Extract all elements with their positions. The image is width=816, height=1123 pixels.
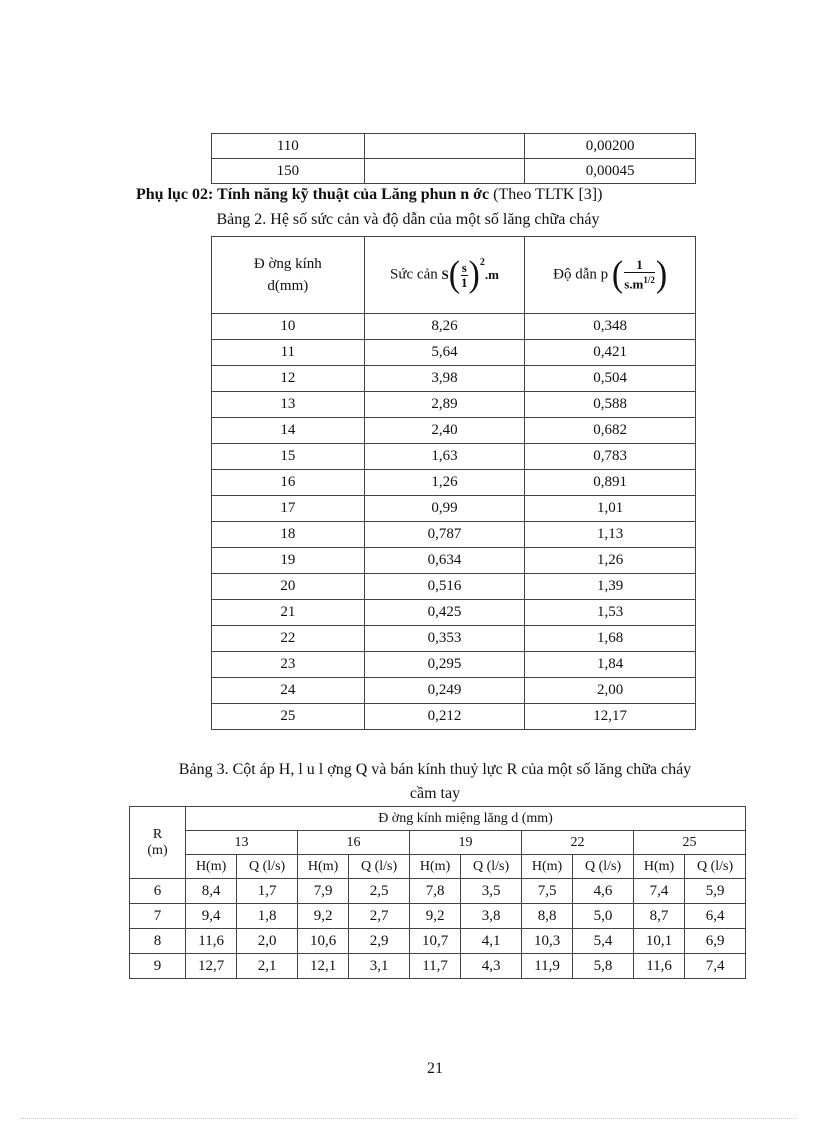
table-cell: 1,7: [237, 879, 298, 904]
table-3-body: [130, 879, 746, 979]
header-conductance: Độ dẫn p ( $\frac{1}{s.m^{1/2}}$ ): [525, 237, 696, 314]
table-cell: 8: [130, 929, 186, 954]
table-header-row: [130, 807, 746, 831]
table-cell: 1,84: [525, 652, 696, 678]
table-cell: 0,00200: [525, 134, 696, 159]
header-pressure: H(m): [633, 855, 684, 879]
table-cell: 2,1: [237, 954, 298, 979]
table-cell: 0,891: [525, 470, 696, 496]
header-diameter: 19: [409, 831, 521, 855]
table-row: [212, 496, 696, 522]
header-pressure: H(m): [297, 855, 348, 879]
table-row: [130, 904, 746, 929]
table-3-caption: Bảng 3. Cột áp H, l u l ợng Q và bán kính thuỷ lực R của một số lăng chữa cháy cầm tay: [178, 761, 692, 802]
table-row: [212, 652, 696, 678]
table-row: [212, 678, 696, 704]
table-cell: 17: [212, 496, 365, 522]
header-diameter-group: Đ ờng kính miệng lăng d (mm): [186, 807, 746, 831]
header-radius: R (m): [130, 807, 186, 879]
table-cell: 4,3: [461, 954, 522, 979]
table-row: [212, 626, 696, 652]
table-cell: 10: [212, 314, 365, 340]
table-1-continuation: [211, 133, 696, 184]
table-cell: 6,9: [685, 929, 746, 954]
table-cell: [364, 159, 525, 184]
header-diameter: 16: [297, 831, 409, 855]
table-cell: 9,4: [186, 904, 237, 929]
table-cell: 10,7: [409, 929, 460, 954]
table-cell: 5,4: [573, 929, 634, 954]
table-cell: 0,682: [525, 418, 696, 444]
table-cell: 12,17: [525, 704, 696, 730]
table-cell: 150: [212, 159, 365, 184]
table-cell: 11,9: [521, 954, 572, 979]
header-flow: Q (l/s): [349, 855, 410, 879]
table-2-caption: Bảng 2. Hệ số sức cản và độ dẫn của một số lăng chữa cháy: [216, 211, 600, 228]
table-cell: 24: [212, 678, 365, 704]
footer-divider: [20, 1118, 796, 1119]
table-cell: 23: [212, 652, 365, 678]
header-diameter: Đ ờng kính d(mm): [212, 237, 365, 314]
table-row: [212, 470, 696, 496]
table-2-nozzle-resistance: [211, 236, 696, 730]
table-row: [212, 444, 696, 470]
table-cell: 8,26: [364, 314, 525, 340]
table-cell: 11,6: [186, 929, 237, 954]
table-cell: 10,1: [633, 929, 684, 954]
table-cell: 2,40: [364, 418, 525, 444]
table-cell: 8,7: [633, 904, 684, 929]
table-cell: 0,787: [364, 522, 525, 548]
table-cell: 1,63: [364, 444, 525, 470]
appendix-reference: (Theo TLTK [3]): [489, 186, 603, 203]
table-cell: 0,421: [525, 340, 696, 366]
table-cell: 3,5: [461, 879, 522, 904]
table-cell: 5,0: [573, 904, 634, 929]
table-cell: 9,2: [297, 904, 348, 929]
table-cell: 12: [212, 366, 365, 392]
table-row: [212, 600, 696, 626]
table-cell: 7,5: [521, 879, 572, 904]
table-cell: 7,9: [297, 879, 348, 904]
table-cell: 2,9: [349, 929, 410, 954]
table-cell: 11,6: [633, 954, 684, 979]
table-cell: 14: [212, 418, 365, 444]
table-cell: 7,8: [409, 879, 460, 904]
table-2-body: [212, 314, 696, 730]
table-cell: 1,13: [525, 522, 696, 548]
table-cell: 2,7: [349, 904, 410, 929]
table-cell: 13: [212, 392, 365, 418]
table-cell: 0,353: [364, 626, 525, 652]
table-cell: 2,5: [349, 879, 410, 904]
table-cell: 11,7: [409, 954, 460, 979]
table-cell: 12,1: [297, 954, 348, 979]
table-cell: 7: [130, 904, 186, 929]
table-header-row: [130, 855, 746, 879]
table-cell: 7,4: [633, 879, 684, 904]
header-diameter: 13: [186, 831, 298, 855]
table-cell: 25: [212, 704, 365, 730]
table-cell: 0,588: [525, 392, 696, 418]
appendix-heading: [136, 186, 602, 204]
table-cell: 3,98: [364, 366, 525, 392]
table-cell: 21: [212, 600, 365, 626]
table-cell: 3,8: [461, 904, 522, 929]
table-cell: 18: [212, 522, 365, 548]
table-3-handheld-nozzles: [129, 806, 746, 979]
header-diameter: 22: [521, 831, 633, 855]
table-row: [212, 159, 696, 184]
table-cell: 0,634: [364, 548, 525, 574]
table-row: [130, 954, 746, 979]
table-cell: 15: [212, 444, 365, 470]
table-row: [212, 704, 696, 730]
table-cell: 12,7: [186, 954, 237, 979]
table-cell: 110: [212, 134, 365, 159]
header-flow: Q (l/s): [573, 855, 634, 879]
table-cell: 6,4: [685, 904, 746, 929]
table-row: [212, 522, 696, 548]
table-cell: 4,1: [461, 929, 522, 954]
header-diameter: 25: [633, 831, 745, 855]
table-row: [212, 314, 696, 340]
table-cell: 1,8: [237, 904, 298, 929]
header-flow: Q (l/s): [461, 855, 522, 879]
table-cell: 20: [212, 574, 365, 600]
table-row: [212, 392, 696, 418]
table-cell: 0,516: [364, 574, 525, 600]
table-cell: 0,348: [525, 314, 696, 340]
table-cell: 0,504: [525, 366, 696, 392]
table-row: [130, 929, 746, 954]
table-row: [212, 340, 696, 366]
header-pressure: H(m): [521, 855, 572, 879]
table-cell: 5,64: [364, 340, 525, 366]
table-row: [130, 879, 746, 904]
resistance-formula: S ( $\frac{s}{1}$ ) $^2$ .m: [441, 254, 499, 295]
table-cell: 6: [130, 879, 186, 904]
table-row: [212, 366, 696, 392]
conductance-formula: ( $\frac{1}{s.m^{1/2}}$ ): [611, 254, 668, 295]
table-cell: 9,2: [409, 904, 460, 929]
table-cell: 5,9: [685, 879, 746, 904]
table-cell: 22: [212, 626, 365, 652]
header-flow: Q (l/s): [685, 855, 746, 879]
table-row: [212, 134, 696, 159]
table-row: [212, 548, 696, 574]
table-cell: 0,00045: [525, 159, 696, 184]
table-cell: 1,39: [525, 574, 696, 600]
table-cell: 8,8: [521, 904, 572, 929]
table-cell: 1,68: [525, 626, 696, 652]
table-cell: 0,783: [525, 444, 696, 470]
table-cell: 1,53: [525, 600, 696, 626]
table-cell: 5,8: [573, 954, 634, 979]
table-cell: 0,249: [364, 678, 525, 704]
table-cell: 0,212: [364, 704, 525, 730]
table-cell: 16: [212, 470, 365, 496]
table-cell: 1,01: [525, 496, 696, 522]
table-cell: 2,0: [237, 929, 298, 954]
table-cell: 19: [212, 548, 365, 574]
table-cell: [364, 134, 525, 159]
table-cell: 0,295: [364, 652, 525, 678]
appendix-title: Phụ lục 02: Tính năng kỹ thuật của Lăng phun n ớc: [136, 186, 490, 203]
table-cell: 8,4: [186, 879, 237, 904]
page-number: 21: [427, 1060, 443, 1077]
table-cell: 10,6: [297, 929, 348, 954]
table-cell: 9: [130, 954, 186, 979]
table-cell: 7,4: [685, 954, 746, 979]
table-cell: 3,1: [349, 954, 410, 979]
table-cell: 0,425: [364, 600, 525, 626]
table-cell: 2,89: [364, 392, 525, 418]
table-row: [212, 418, 696, 444]
table-cell: 1,26: [364, 470, 525, 496]
header-pressure: H(m): [409, 855, 460, 879]
table-cell: 1,26: [525, 548, 696, 574]
table-cell: 10,3: [521, 929, 572, 954]
header-flow: Q (l/s): [237, 855, 298, 879]
header-resistance: Sức cản S ( $\frac{s}{1}$ ) $^2$ .m: [364, 237, 525, 314]
table-cell: 11: [212, 340, 365, 366]
table-header-row: [130, 831, 746, 855]
table-cell: 2,00: [525, 678, 696, 704]
header-pressure: H(m): [186, 855, 237, 879]
table-header-row: [212, 237, 696, 314]
table-cell: 0,99: [364, 496, 525, 522]
table-cell: 4,6: [573, 879, 634, 904]
table-row: [212, 574, 696, 600]
